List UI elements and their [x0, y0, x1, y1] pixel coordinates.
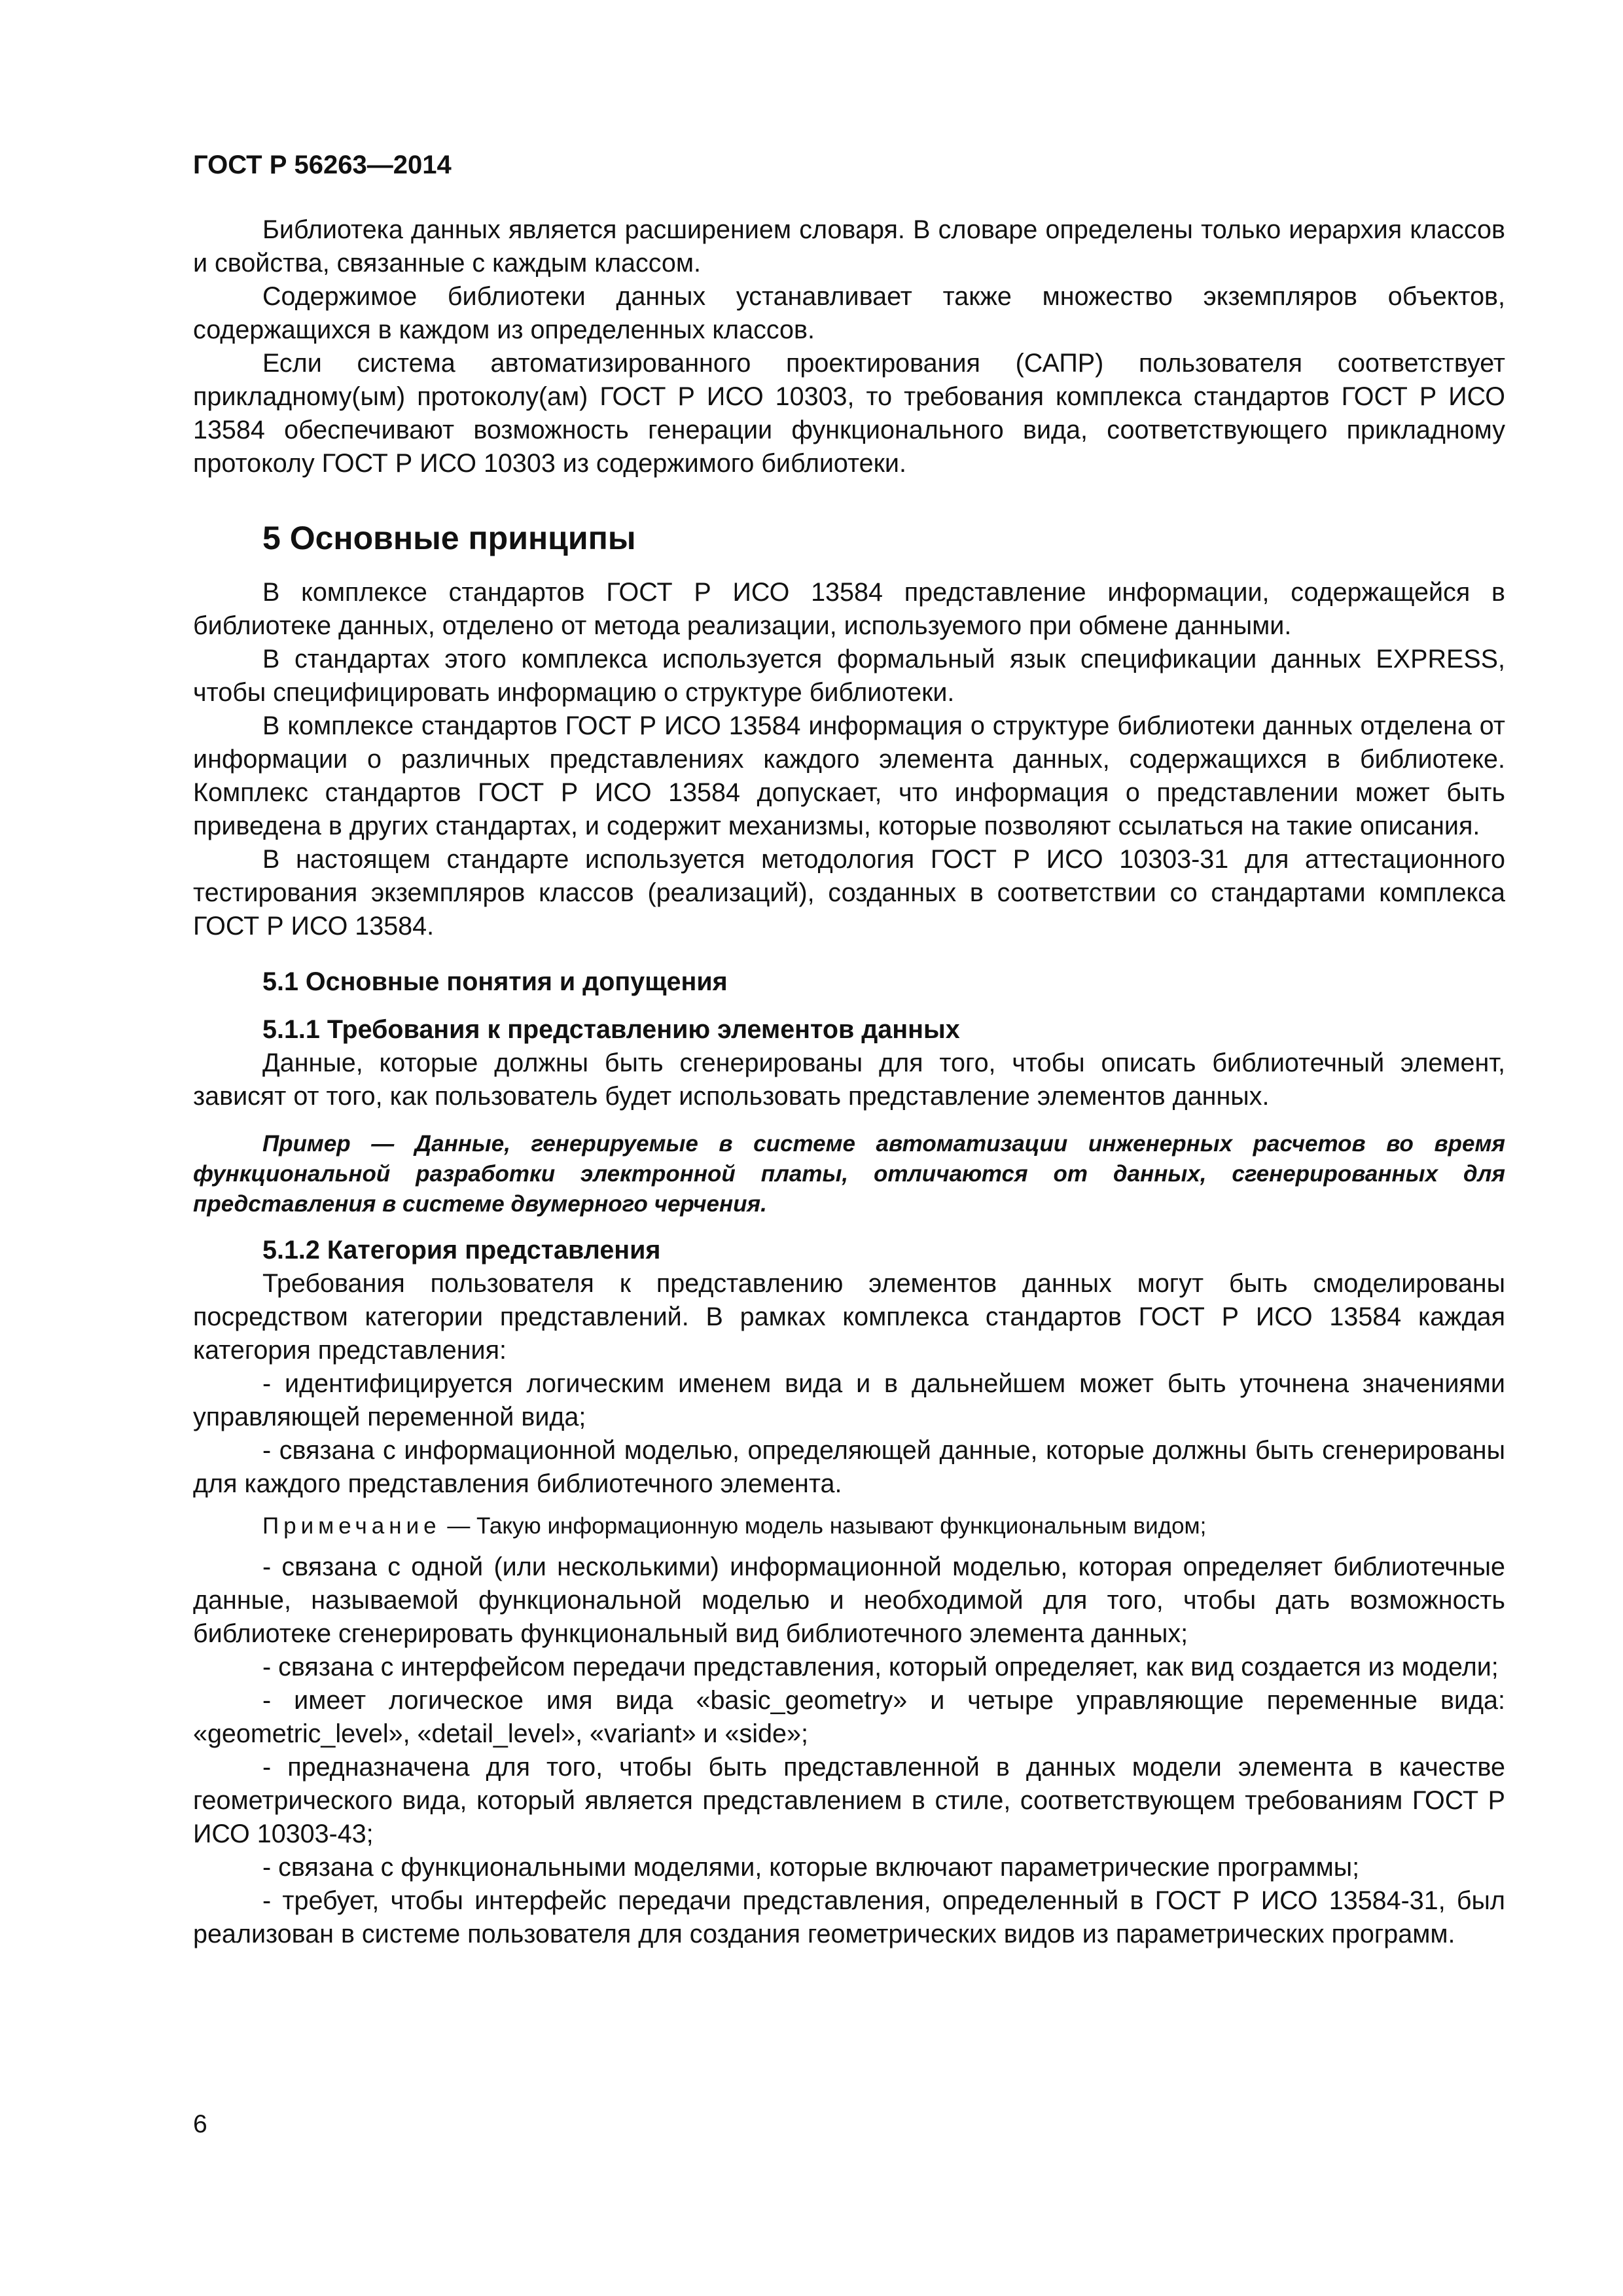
list-item: - идентифицируется логическим именем вида и в дальнейшем может быть уточнена значениями управляющей переменной вида; — [193, 1369, 1505, 1431]
section-5-1-title: 5.1 Основные понятия и допущения — [262, 967, 728, 996]
section-5-title: 5 Основные принципы — [262, 520, 636, 556]
paragraph: Данные, которые должны быть сгенерированы для того, чтобы описать библиотечный элемент, зависят от того, как пользователь будет использовать представление элементов данных. — [193, 1049, 1505, 1111]
note-text: — Такую информационную модель называют функциональным видом; — [440, 1513, 1207, 1539]
category-list — [193, 1551, 1505, 1951]
intro-block — [193, 213, 1505, 480]
paragraph: В комплексе стандартов ГОСТ Р ИСО 13584 информация о структуре библиотеки данных отделена от информации о различных представлениях каждого элемента данных, содержащихся в библиотеке. Комплекс стандартов ГОСТ Р ИСО 13584 допускает, что информация о представлении может быть приведена в других стандартах, и содержит механизмы, которые позволяют ссылаться на такие описания. — [193, 711, 1505, 840]
example-block: Пример — Данные, генерируемые в системе автоматизации инженерных расчетов во время функциональной разработки электронной платы, отличаются от данных, сгенерированных для представления в системе двумерного черчения. — [193, 1131, 1505, 1217]
paragraph: Если система автоматизированного проектирования (САПР) пользователя соответствует прикладному(ым) протоколу(ам) ГОСТ Р ИСО 10303, то требования комплекса стандартов ГОСТ Р ИСО 13584 обеспечивают возможность генерации функционального вида, соответствующего прикладному протоколу ГОСТ Р ИСО 10303 из содержимого библиотеки. — [193, 349, 1505, 478]
document-page — [193, 149, 1505, 1951]
list-item: - требует, чтобы интерфейс передачи представления, определенный в ГОСТ Р ИСО 13584-31, был реализован в системе пользователя для создания геометрических видов из параметрических программ. — [193, 1886, 1505, 1948]
page-number: 6 — [193, 2110, 207, 2138]
note-block — [193, 1511, 1505, 1541]
paragraph: Библиотека данных является расширением словаря. В словаре определены только иерархия классов и свойства, связанные с каждым классом. — [193, 215, 1505, 278]
section-5-1-1-title: 5.1.1 Требования к представлению элементов данных — [262, 1015, 960, 1044]
list-item: - связана с функциональными моделями, которые включают параметрические программы; — [262, 1853, 1360, 1882]
paragraph: В стандартах этого комплекса используется формальный язык спецификации данных EXPRESS, чтобы специфицировать информацию о структуре библиотеки. — [193, 645, 1505, 707]
list-item: - связана с одной (или несколькими) информационной моделью, которая определяет библиотечные данные, называемой функциональной моделью и необходимой для того, чтобы дать возможность библиотеке сгенерировать функциональный вид библиотечного элемента данных; — [193, 1552, 1505, 1648]
paragraph: В комплексе стандартов ГОСТ Р ИСО 13584 представление информации, содержащейся в библиотеке данных, отделено от метода реализации, используемого при обмене данными. — [193, 578, 1505, 640]
paragraph: Содержимое библиотеки данных устанавливает также множество экземпляров объектов, содержащихся в каждом из определенных классов. — [193, 282, 1505, 344]
paragraph: Требования пользователя к представлению элементов данных могут быть смоделированы посредством категории представлений. В рамках комплекса стандартов ГОСТ Р ИСО 13584 каждая категория представления: — [193, 1269, 1505, 1365]
list-item: - имеет логическое имя вида «basic_geometry» и четыре управляющие переменные вида: «geometric_level», «detail_level», «variant» и «side»; — [193, 1686, 1505, 1748]
paragraph: В настоящем стандарте используется методология ГОСТ Р ИСО 10303-31 для аттестационного тестирования экземпляров классов (реализаций), созданных в соответствии со стандартами комплекса ГОСТ Р ИСО 13584. — [193, 845, 1505, 941]
note-label: Примечание — [262, 1513, 441, 1539]
list-item: - связана с информационной моделью, определяющей данные, которые должны быть сгенерированы для каждого представления библиотечного элемента. — [193, 1436, 1505, 1498]
section-5-body — [193, 576, 1505, 943]
section-5-1-2-title: 5.1.2 Категория представления — [262, 1236, 661, 1265]
list-item: - связана с интерфейсом передачи представления, который определяет, как вид создается из модели; — [262, 1653, 1499, 1681]
list-item: - предназначена для того, чтобы быть представленной в данных модели элемента в качестве геометрического вида, который является представлением в стиле, соответствующем требованиям ГОСТ Р ИСО 10303-43; — [193, 1753, 1505, 1848]
document-code-header: ГОСТ Р 56263—2014 — [193, 151, 452, 179]
